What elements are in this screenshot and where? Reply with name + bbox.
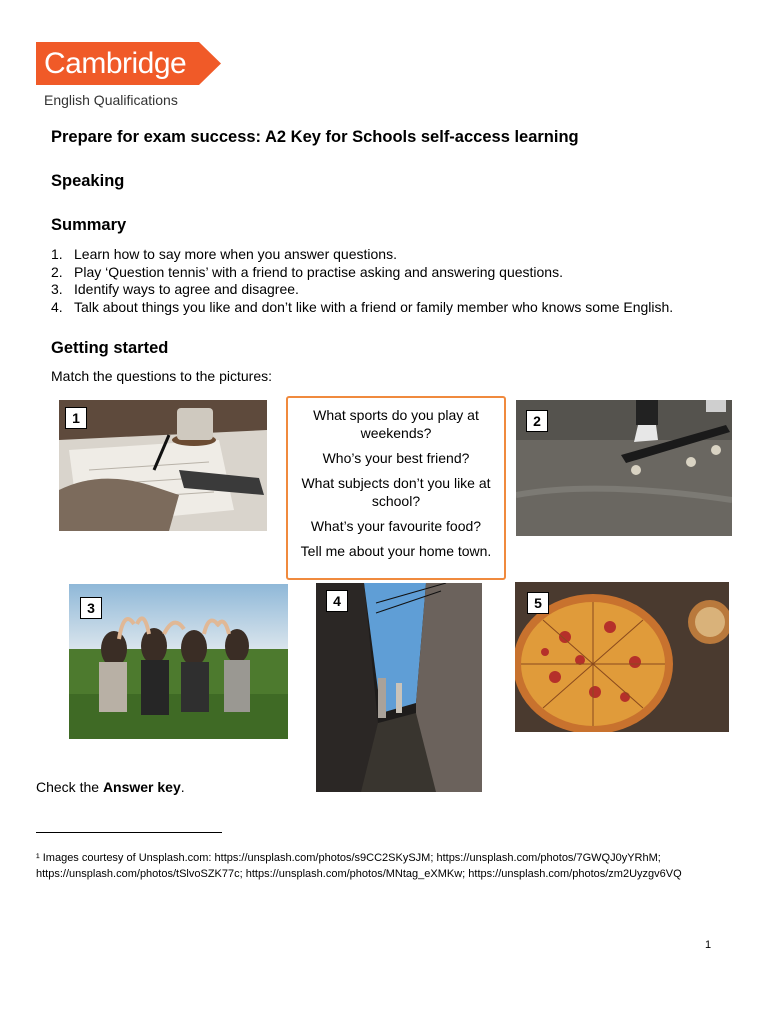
picture-3-friends [69,584,288,739]
question-item: What sports do you play at weekends? [313,407,479,441]
picture-4-town-street [316,583,482,792]
town-street-icon [316,583,482,792]
question-item: Who’s your best friend? [322,450,470,466]
studying-icon [59,400,267,531]
question-item: Tell me about your home town. [300,543,492,559]
footnote-divider [36,832,222,833]
footnote: ¹ Images courtesy of Unsplash.com: https://unsplash.com/photos/s9CC2SKySJM; https://unsplash.com/photos/7GWQJ0yYRhM; https://unsplash.com/photos/tSlvoSZK77c; https://unsplash.com/photos/MNtag_eXMKw; https://unsplash.com/photos/zm2Uyzgv6VQ [36,852,682,880]
summary-heading: Summary [51,216,127,234]
logo-subtitle: English Qualifications [44,92,178,108]
picture-2-skateboard [516,400,732,536]
answer-key-link[interactable]: Answer key [102,779,181,795]
picture-number-badge: 1 [65,407,87,429]
section-speaking-heading: Speaking [51,172,125,190]
picture-number-badge: 2 [526,410,548,432]
skateboard-icon [516,400,732,536]
picture-number-badge: 4 [326,590,348,612]
summary-item: 2. Play ‘Question tennis’ with a friend to practise asking and answering questions. [51,263,563,280]
answer-key-line: Check the Answer key. [36,779,185,795]
picture-1-studying [59,400,267,531]
page-number: 1 [705,939,712,951]
getting-started-heading: Getting started [51,339,169,357]
summary-item: 1. Learn how to say more when you answer questions. [51,246,397,262]
question-item: What subjects don’t you like at school? [301,475,491,509]
question-item: What’s your favourite food? [310,518,482,534]
picture-number-badge: 3 [80,597,102,619]
picture-5-pizza [515,582,729,732]
summary-list [51,246,673,316]
picture-number-badge: 5 [527,592,549,614]
questions-box [286,396,506,580]
summary-item: 3. Identify ways to agree and disagree. [51,281,299,297]
document-title: Prepare for exam success: A2 Key for Schools self-access learning [51,128,579,146]
summary-item: 4. Talk about things you like and don’t like with a friend or family member who knows some English. [51,298,674,315]
match-instruction: Match the questions to the pictures: [51,368,273,384]
logo-wordmark: Cambridge [44,47,187,80]
